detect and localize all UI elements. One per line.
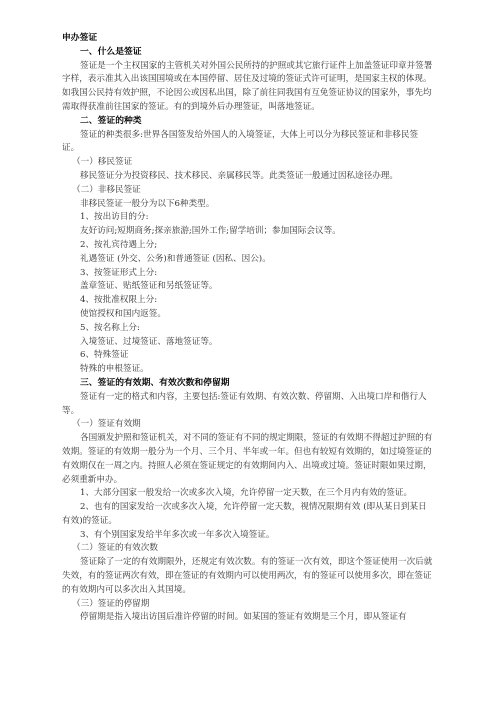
paragraph: 停留期是指入境出访国后准许停留的时间。如某国的签证有效期是三个月，即从签证有 (80, 612, 407, 623)
paragraph: 使馆授权和国内返签。 (80, 308, 166, 319)
paragraph: 礼遇签证 (外交、公务)和普通签证 (因私、因公)。 (80, 253, 271, 264)
paragraph: 签证除了一定的有效期限外，还规定有效次数。有的签证一次有效，即这个签证使用一次后就失效，有的签证两次有效，即在签证的有效期内可以使用两次，有的签证可以使用多次，即在签证的有效期内可以多次出入其国境。 (62, 557, 433, 595)
section-heading: 一、什么是签证 (80, 46, 142, 57)
paragraph: 签证有一定的格式和内容，主要包括:签证有效期、有效次数、停留期、入出境口岸和偕行人等。 (62, 391, 427, 416)
document-title: 申办签证 (62, 33, 98, 43)
subsection-heading: （三）签证的停留期 (72, 598, 150, 609)
paragraph: 签证是一个主权国家的主管机关对外国公民所持的护照或其它旅行证件上加盖签证印章并签署字样，表示准其入出该国国境或在本国停留、居住及过境的签证式许可证明，是国家主权的体现。 (62, 60, 433, 85)
paragraph: 移民签证分为投资移民、技术移民、亲属移民等。此类签证一般通过因私途径办理。 (80, 170, 398, 181)
paragraph: 友好访问;短期商务;探亲旅游;国外工作;留学培训；参加国际会议等。 (80, 226, 341, 237)
paragraph: 如我国公民持有效护照，不论因公或因私出国，除了前往同我国有互免签证协议的国家外，事先均需取得获准前往国家的签证。有的到境外后办理签证，叫落地签证。 (62, 88, 432, 112)
paragraph: 6、特殊签证 (80, 350, 129, 361)
paragraph: 各国颁发护照和签证机关，对不同的签证有不同的规定期限，签证的有效期不得超过护照的有效期。签证的有效期一般分为一个月、三个月、半年或一年。但也有较短有效期的，如过境签证的有效期仅在一周之内。持照人必须在签证规定的有效期间内入、出境或过境。签证时限如果过期，必须重新申办。 (62, 433, 433, 485)
document-body (62, 46, 434, 625)
paragraph: 2、按礼宾待遇上分; (80, 239, 158, 250)
paragraph: 非移民签证一般分为以下6种类型。 (80, 198, 215, 209)
section-heading: 二、签证的种类 (80, 115, 142, 126)
paragraph: 2、也有的国家发给一次或多次入境，允许停留一定天数，视情况限期有效 (即从某日到某日有效)的签证。 (62, 502, 427, 526)
paragraph: 1、大部分国家一般发给一次或多次入境，允许停留一定天数，在三个月内有效的签证。 (80, 488, 413, 499)
subsection-heading: （二）非移民签证 (72, 184, 141, 195)
subsection-heading: （二）签证的有效次数 (72, 543, 158, 554)
paragraph: 盖章签证、贴纸签证和另纸签证等。 (80, 281, 218, 292)
section-heading: 三、签证的有效期、有效次数和停留期 (80, 377, 230, 388)
paragraph: 3、有个别国家发给半年多次或一年多次入境签证。 (80, 529, 275, 540)
paragraph: 1、按出访目的分: (80, 212, 149, 223)
paragraph: 3、按签证形式上分: (80, 267, 158, 278)
paragraph: 4、按批准权限上分: (80, 295, 158, 306)
paragraph: 特殊的申根签证。 (80, 364, 149, 375)
paragraph: 签证的种类很多:世界各国签发给外国人的入境签证，大体上可以分为移民签证和非移民签证。 (62, 129, 419, 154)
paragraph: 5、按名称上分: (80, 322, 140, 333)
subsection-heading: （一）移民签证 (72, 157, 133, 168)
paragraph: 入境签证、过境签证、落地签证等。 (80, 336, 218, 347)
subsection-heading: （一）签证有效期 (72, 419, 141, 430)
document-page (62, 32, 434, 625)
